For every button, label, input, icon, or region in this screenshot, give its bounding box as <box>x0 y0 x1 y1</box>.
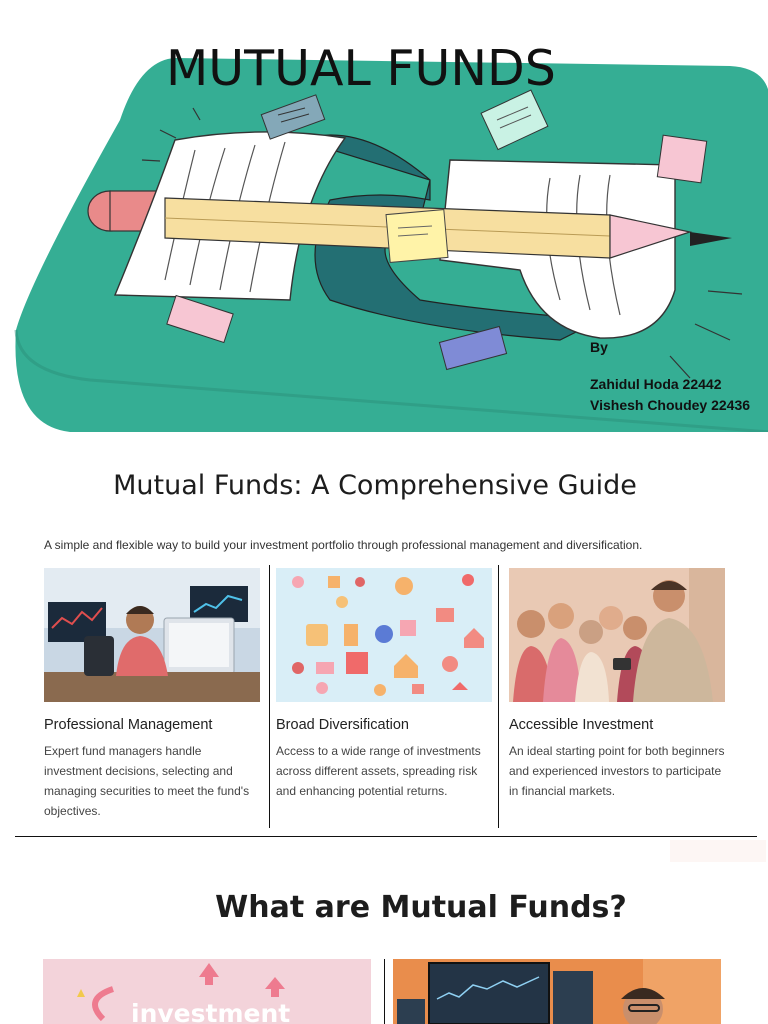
cover-section <box>0 0 768 432</box>
author-name: Zahidul Hoda 22442 <box>590 376 722 392</box>
feature-cards <box>0 568 768 830</box>
card-text: An ideal starting point for both beginners and experienced investors to participate in financial markets. <box>509 744 725 798</box>
guide-subtitle: A simple and flexible way to build your investment portfolio through professional management and diversification. <box>44 538 643 552</box>
card-broad-diversification <box>276 568 494 801</box>
card-text: Expert fund managers handle investment decisions, selecting and managing securities to meet the fund's objectives. <box>44 744 250 818</box>
guide-title: Mutual Funds: A Comprehensive Guide <box>113 470 637 501</box>
image-word: investment <box>131 999 291 1024</box>
fund-manager-photo <box>44 568 260 702</box>
analyst-photo <box>393 959 721 1024</box>
card-heading: Broad Diversification <box>276 717 409 733</box>
people-group-photo <box>509 568 725 702</box>
by-label: By <box>590 339 608 355</box>
investment-graphic <box>43 959 371 1024</box>
card-heading: Professional Management <box>44 717 213 733</box>
author-name: Vishesh Choudey 22436 <box>590 397 751 413</box>
section-divider <box>15 836 757 837</box>
column-divider <box>498 565 499 828</box>
what-section-title: What are Mutual Funds? <box>215 890 627 925</box>
card-heading: Accessible Investment <box>509 717 654 733</box>
analyst-graphic <box>393 959 721 1024</box>
card-professional-management <box>44 568 262 821</box>
decorative-box <box>670 840 766 862</box>
investment-graphic-image <box>43 959 371 1024</box>
column-divider <box>269 565 270 828</box>
cover-title: MUTUAL FUNDS <box>166 40 556 97</box>
card-text: Access to a wide range of investments across different assets, spreading risk and enhancing potential returns. <box>276 744 481 798</box>
diversification-icons-image <box>276 568 492 702</box>
column-divider <box>384 959 385 1024</box>
card-accessible-investment <box>509 568 727 801</box>
